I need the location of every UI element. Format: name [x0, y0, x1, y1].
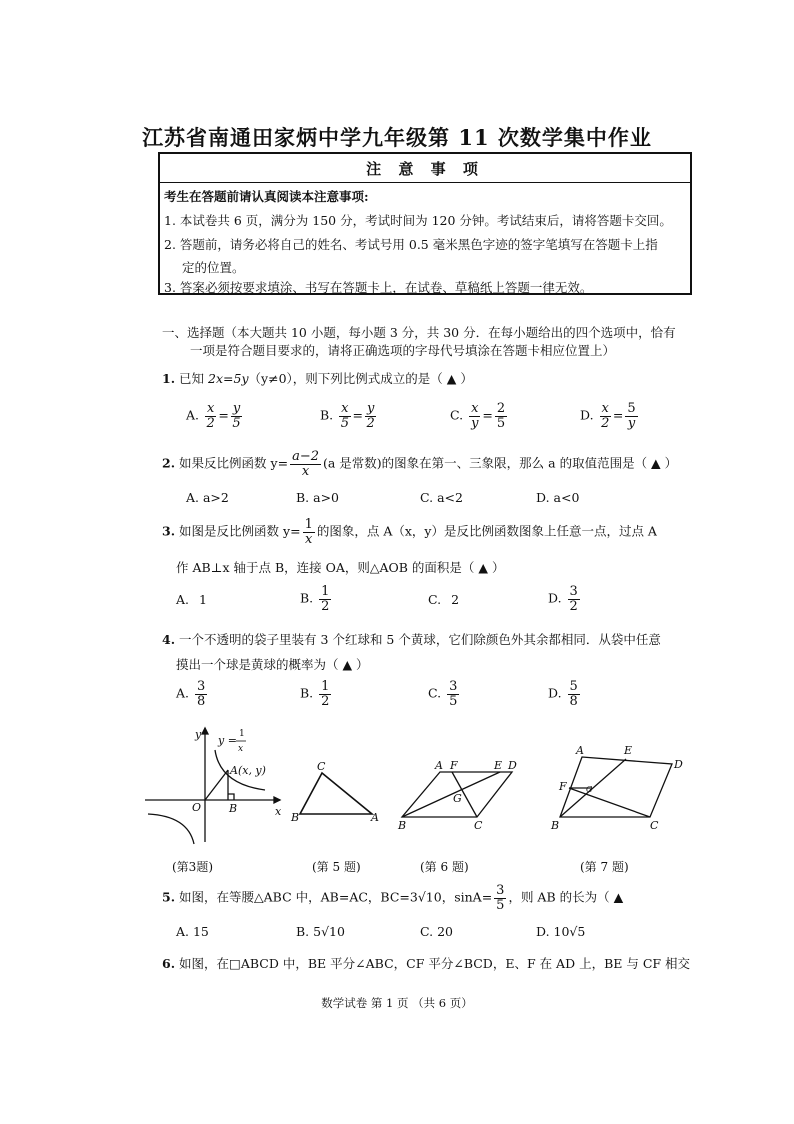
frac-den: 5 [449, 693, 458, 709]
question-4-cont: 摸出一个球是黄球的概率为（ ▲ ） [176, 657, 369, 672]
option-label: B. [300, 590, 314, 606]
question-number: 3. [162, 523, 176, 539]
question-6 [162, 954, 690, 972]
option-c: C. 20 [420, 924, 453, 939]
question-2 [162, 450, 677, 478]
option-label: D. [548, 590, 562, 606]
frac-num: 3 [197, 679, 206, 694]
question-4 [162, 630, 661, 648]
notice-intro: 考生在答题前请认真阅读本注意事项: [164, 189, 369, 204]
option-value: 2 [451, 592, 460, 607]
option-label: A. [176, 592, 190, 607]
frac-den: 5 [232, 415, 241, 431]
frac-den: 2 [366, 415, 375, 431]
segment-oa [205, 770, 228, 800]
question-text: 一个不透明的袋子里装有 3 个红球和 5 个黄球，它们除颜色外其余都相同．从袋中任意 [179, 632, 661, 647]
figure-7-caption: (第 7 题) [580, 860, 629, 874]
option-c: C. $\frac{x}{y}$ = $\frac{2}{5}$ [450, 401, 506, 431]
frac-den: 2 [321, 598, 330, 614]
frac-den: 2 [206, 415, 215, 431]
page-footer: 数学试卷 第 1 页 （共 6 页） [321, 996, 473, 1010]
frac-num: a−2 [292, 449, 319, 464]
figure-5-caption: (第 5 题) [312, 860, 361, 874]
option-a [176, 592, 207, 607]
y-axis-arrow [202, 728, 208, 734]
equation-den: x [238, 744, 244, 754]
label-e: E [624, 744, 633, 757]
question-number: 2. [162, 455, 176, 471]
frac-den: y [627, 415, 636, 431]
label-a: A [371, 811, 379, 824]
option-label: B. [320, 407, 334, 423]
notice-item: 定的位置。 [182, 260, 245, 275]
option-b [300, 680, 333, 708]
label-b: B [551, 819, 560, 832]
frac-den: 8 [569, 693, 578, 709]
question-text: 的图象，点 A（x，y）是反比例函数图象上任意一点，过点 A [316, 523, 657, 539]
figures-row [140, 722, 700, 850]
question-text: 如图，在□ABCD 中，BE 平分∠ABC，CF 平分∠BCD，E、F 在 AD 上，BE 与 CF 相交 [179, 956, 691, 971]
label-c: C [650, 819, 659, 832]
label-b: B [291, 811, 300, 824]
label-b: B [398, 819, 407, 832]
label-g: G [453, 792, 462, 805]
label-o: O [192, 801, 202, 814]
option-label: A. [176, 685, 190, 701]
option-a: A. $\frac{x}{2}$ = $\frac{y}{5}$ [186, 401, 241, 431]
label-g: G [586, 785, 593, 794]
option-c [428, 680, 461, 708]
figure-3 [145, 728, 280, 844]
frac-den: 2 [569, 598, 578, 614]
option-b: B. a>0 [296, 490, 340, 505]
question-text: 如果反比例函数 y= [179, 455, 289, 471]
label-f: F [450, 759, 458, 772]
option-a [176, 680, 209, 708]
label-c: C [317, 760, 326, 773]
frac-num: 3 [449, 679, 458, 694]
figure-5-triangle [300, 773, 372, 814]
question-text: ，则 AB 的长为（ ▲ [508, 889, 624, 905]
notice-heading: 注 意 事 项 [366, 160, 484, 178]
option-label: C. [450, 407, 464, 423]
option-label: A. [186, 407, 200, 423]
frac-den: 5 [496, 897, 505, 913]
frac-den: 8 [197, 693, 206, 709]
x-axis-arrow [274, 797, 280, 803]
notice-item: 3. 答案必须按要求填涂、书写在答题卡上，在试卷、草稿纸上答题一律无效。 [164, 280, 593, 295]
option-d [548, 680, 582, 708]
frac-num: x [601, 401, 609, 416]
frac-num: 1 [321, 679, 330, 694]
frac-num: 1 [304, 517, 313, 532]
equation-lhs: y = [218, 734, 237, 747]
frac-den: x [305, 531, 313, 547]
question-text: 已知 [179, 371, 209, 386]
figure-6-caption: (第 6 题) [420, 860, 469, 874]
frac-num: x [207, 401, 215, 416]
frac-num: 5 [627, 401, 636, 416]
frac-num: 5 [569, 679, 578, 694]
frac-den: 2 [601, 415, 610, 431]
option-d: D. a<0 [536, 490, 580, 505]
hyperbola-branch-2 [148, 814, 194, 844]
question-text: 如图是反比例函数 y= [179, 523, 301, 539]
option-b: B. 5√10 [296, 924, 345, 939]
option-value: 1 [199, 592, 207, 607]
parallelogram [560, 757, 672, 817]
frac-den: 5 [496, 415, 506, 431]
question-text: （y≠0），则下列比例式成立的是（ ▲ ） [248, 371, 473, 386]
right-angle-mark [228, 794, 234, 800]
label-a: A [435, 759, 443, 772]
equation-num: 1 [239, 729, 245, 739]
option-b: B. $\frac{x}{5}$ = $\frac{y}{2}$ [320, 401, 375, 431]
question-number: 6. [162, 956, 176, 971]
option-d [548, 585, 582, 613]
frac-den: 5 [340, 415, 349, 431]
option-label: C. [428, 685, 442, 701]
option-label: D. [548, 685, 562, 701]
frac-num: y [366, 401, 375, 416]
label-d: D [674, 758, 683, 771]
option-c [428, 592, 459, 607]
section-heading-cont: 一项是符合题目要求的，请将正确选项的字母代号填涂在答题卡相应位置上） [190, 343, 616, 358]
frac-den: 2 [321, 693, 330, 709]
label-b: B [229, 802, 238, 815]
segment-cf [569, 788, 650, 817]
option-label: B. [300, 685, 314, 701]
label-e: E [494, 759, 503, 772]
frac-num: 3 [496, 883, 505, 898]
label-d: D [508, 759, 517, 772]
label-c: C [474, 819, 483, 832]
question-number: 1. [162, 371, 176, 386]
label-x: x [275, 805, 282, 818]
frac-num: x [341, 401, 349, 416]
frac-den: y [471, 415, 479, 431]
frac-num: y [232, 401, 241, 416]
frac-num: x [471, 401, 479, 416]
label-a: A(x, y) [230, 764, 266, 777]
question-1 [162, 369, 473, 387]
option-c: C. a<2 [420, 490, 463, 505]
segment-be [402, 772, 500, 817]
notice-box [158, 152, 692, 295]
option-b [300, 585, 333, 613]
section-heading: 一、选择题（本大题共 10 小题，每小题 3 分，共 30 分．在每小题给出的四个选项中，恰有 [162, 325, 676, 340]
question-text: 如图，在等腰△ABC 中，AB=AC，BC=3√10，sinA= [179, 889, 493, 905]
frac-den: x [301, 463, 310, 479]
question-text: (a 是常数)的图象在第一、三象限，那么 a 的取值范围是（ ▲ ） [322, 455, 678, 471]
frac-num: 3 [569, 584, 578, 599]
label-a: A [576, 744, 584, 757]
question-3-cont: 作 AB⊥x 轴于点 B，连接 OA，则△AOB 的面积是（ ▲ ） [176, 560, 505, 575]
notice-item: 1. 本试卷共 6 页，满分为 150 分，考试时间为 120 分钟。考试结束后，请将答题卡交回。 [164, 213, 672, 228]
question-number: 4. [162, 632, 176, 647]
question-number: 5. [162, 889, 176, 905]
frac-num: 1 [321, 584, 330, 599]
figure-3-caption: (第3题) [172, 860, 213, 874]
option-a: A. a>2 [186, 490, 229, 505]
option-d: D. 10√5 [536, 924, 586, 939]
label-f: F [559, 780, 567, 793]
label-y: y [195, 728, 202, 741]
frac-num: 2 [496, 401, 506, 416]
option-label: D. [580, 407, 594, 423]
page-title: 江苏省南通田家炳中学九年级第 11 次数学集中作业 [142, 125, 652, 150]
question-3 [162, 518, 657, 546]
question-expr: 2x=5y [208, 371, 249, 386]
option-d: D. $\frac{x}{2}$ = $\frac{5}{y}$ [580, 401, 636, 431]
figure-7 [560, 757, 672, 817]
question-5 [162, 884, 623, 912]
option-label: C. [428, 592, 442, 607]
notice-divider [160, 182, 690, 183]
notice-item: 2. 答题前，请务必将自己的姓名、考试号用 0.5 毫米黑色字迹的签字笔填写在答题卡上指 [164, 237, 658, 252]
option-a: A. 15 [176, 924, 209, 939]
